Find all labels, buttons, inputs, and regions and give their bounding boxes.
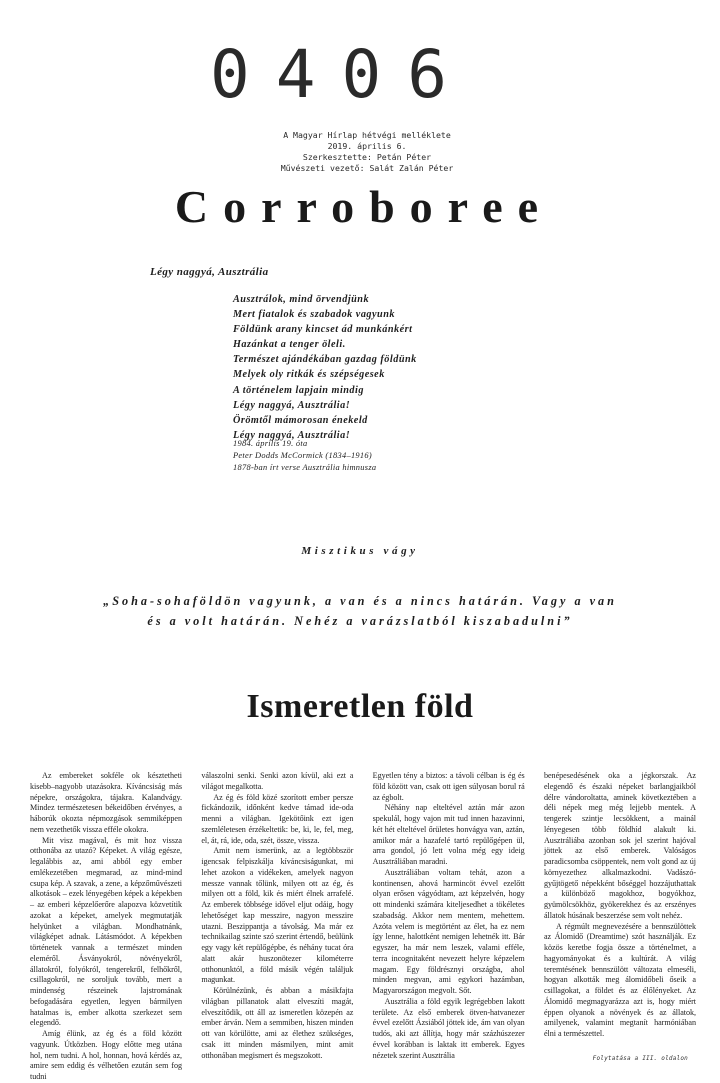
article-column-3 xyxy=(373,771,525,1083)
article-column-4 xyxy=(544,771,696,1083)
attribution-line: 1984. április 19. óta xyxy=(233,439,308,448)
paragraph: Amíg élünk, az ég és a föld között vagyunk. Útközben. Hogy előtte meg utána hol, nem tudni. A hol, honnan, hová kérdés az, amire sem eddig és vélhetően ezután sem fog tudni xyxy=(30,1029,182,1081)
pull-quote-line: „Soha-sohaföldön vagyunk, a van és a nincs határán. Vagy a van xyxy=(103,594,617,608)
paragraph: Az embereket sokféle ok késztetheti kisebb–nagyobb utazásokra. Kíváncsiság más népekre, országokra, tájakra. Kalandvágy. Mindez természetesen békeidőben érvényes, a háborúk okozta népmozgások semmiképpen nem vezethetők vissza efféle okokra. xyxy=(30,771,182,834)
verse-line: Örömtől mámorosan énekeld xyxy=(233,414,368,426)
anthem-title: Légy naggyá, Ausztrália xyxy=(150,266,269,278)
verse-line: Mert fiatalok és szabadok vagyunk xyxy=(233,309,395,321)
paragraph: Amit nem ismerünk, az a legtöbbször igencsak felpiszkálja kíváncsiságunkat, mi lehet azokon a vidékeken, amelyek nagyon messze vannak tőlünk, milyen ott az ég, és milyen ott a föld, kik és miért élnek arrafelé. Az emberek többsége idővel eljut odáig, hogy lehetőséget kap messzire, nagyon messzire utazni. Beszippantja a távolság. Ma már ez technikailag szinte szó szerint értendő, beülünk egy vagy két repülőgépbe, és néhány tucat óra alatt akár huszonötezer kilométerre otthonunktól, a föld másik végén találjuk magunkat. xyxy=(201,846,354,985)
paragraph: Ausztráliában voltam tehát, azon a kontinensen, ahová harmincöt évvel ezelőtt olyan erősen vágyódtam, azt képzelvén, hogy ott mindenki számára kiteljesedhet a tökéletes szabadság. Akkor nem mentem, mehettem. Azóta velem is megtörtént az élet, ha ez nem így lenne, halottként nemigen lehetnék itt. Bár egyszer, ha már nem leszek, valami efféle, terra incognitaként nevezett helyre képzelem magam. Egy földrésznyi országba, ahol minden megvan, ami egykori hazámban, Magyarországon megvolt. Sőt. xyxy=(372,867,525,995)
article-heading: Ismeretlen föld xyxy=(246,688,474,725)
credits-art-director: Művészeti vezető: Salát Zalán Péter xyxy=(280,163,454,173)
pull-quote xyxy=(0,591,720,631)
masthead-digit: 0 xyxy=(210,36,276,113)
article-body xyxy=(30,771,696,1083)
article-column-1 xyxy=(30,771,182,1083)
paragraph: Ausztrália a föld egyik legrégebben lakott területe. Az első emberek ötven-hatvanezer évvel ezelőtt Ázsiából jöttek ide, ám van olyan tudós, aki azt állítja, hogy már százhúszezer évvel korábban is laktak itt emberek. Egyes nézetek szerint Ausztrália xyxy=(372,996,525,1060)
verse-line: Természet ajándékában gazdag földünk xyxy=(233,354,417,366)
pull-quote-line: és a volt határán. Nehéz a varázslatból kiszabadulni” xyxy=(147,614,573,628)
paragraph: Egyetlen tény a biztos: a távoli célban is ég és föld között van, csak ott igen súlyosan borul rá az égbolt. xyxy=(372,771,525,802)
section-title: Misztikus vágy xyxy=(301,545,419,557)
paragraph: benépesedésének oka a jégkorszak. Az elegendő és északi népeket barlangjaikból délre vándoroltatta, aminek következtében a déli népek meg még lejjebb mentek. A tengerek szintje lecsökkent, a mainál lényegesen több földhíd alakult ki. Ausztráliába azonban sok jel szerint hajóval jöttek az első emberek. Valóságos paradicsomba csöppentek, nem volt gond az új környezethez alkalmazkodni. Vadászó-gyűjtögető népekként bőséggel hozzájuthattak a különböző magokhoz, bogyókhoz, gyümölcsökhöz, gyökerekhez és az erszényes állatok húsának beszerzése sem volt nehéz. xyxy=(543,771,696,920)
credits-date: 2019. április 6. xyxy=(327,141,407,151)
credits-block xyxy=(0,130,720,174)
masthead-digit: 4 xyxy=(275,36,342,113)
masthead-digit: 0 xyxy=(341,36,408,113)
page-title: Corroboree xyxy=(174,181,554,232)
attribution-line: 1878-ban írt verse Ausztrália himnusza xyxy=(233,462,377,472)
paragraph: Mit visz magával, és mit hoz vissza otthonába az utazó? Képeket. A világ egésze, legalábbis az, ami abból egy ember emlékezetében megmarad, az mind-mind csupa kép. A szavak, a zene, a képzőművészeti alkotások – ezek lényegében képek a képekben – az emberi képzelőerőre alapozva közvetítik azokat a képeket, amelyek megmutatják helyünket a világban. Mondhatnánk, világképet adnak. Látásmódot. A képekben történetek vannak a természet minden eleméről. Ásványokról, növényekről, állatokról, folyókról, tengerekről, felhőkről, csillagokról, ne soroljuk tovább, mert a mindenség részeinek lajstromának befogadására egyetlen, legyen bármilyen hatalmas is, ember alkotta szerkezet sem elegendő. xyxy=(30,835,182,1028)
paragraph: Körülnézünk, és abban a másikfajta világban pillanatok alatt elveszíti magát, elveszítődik, ott áll az ismeretlen közepén az ember árván. Nem a semmiben, hiszen minden ott van körülötte, ami az élethez szükséges, csak itt minden másmilyen, mint amit otthonában megismert és megszokott. xyxy=(201,986,354,1060)
anthem-verse xyxy=(233,292,417,443)
verse-line: Légy naggyá, Ausztrália! xyxy=(233,399,351,411)
article-column-2 xyxy=(201,771,353,1083)
verse-line: A történelem lapjain mindig xyxy=(233,384,364,396)
issue-number-masthead xyxy=(210,36,473,113)
verse-line: Hazánkat a tenger öleli. xyxy=(233,339,346,351)
anthem-attribution xyxy=(233,438,376,473)
verse-line: Légy naggyá, Ausztrália! xyxy=(233,429,351,441)
continuation-note: Folytatása a III. oldalon xyxy=(592,1054,688,1062)
paragraph: válaszolni senki. Senki azon kívül, aki ezt a világot megalkotta. xyxy=(201,771,354,791)
credits-line: A Magyar Hírlap hétvégi melléklete xyxy=(283,130,451,140)
paragraph: A régmúlt megnevezésére a bennszülöttek az Álomidő (Dreamtime) szót használják. Ez közös keretbe fogja össze a történelmet, a hagyományokat és a kultúrát. A világ teremtésének bennszülött változata elmeséli, hogyan alkották meg álomidőbeli őseik a csillagokat, a földet és az élőlényeket. Az Álomidő megmagyarázza azt is, hogy miért éppen olyanok a növények és az állatok, amilyenek, valamint megtanít harmóniában élni a természettel. xyxy=(543,921,696,1038)
paragraph: Néhány nap elteltével aztán már azon spekulál, hogy vajon mit tud innen hazavinni, két hét elteltével őrületes honvágya van, aztán, amikor már a hazafelé tartó repülőgépen ül, arra gondol, jó lett volna még egy ideig Ausztráliában maradni. xyxy=(372,803,525,866)
masthead-digit: 6 xyxy=(407,36,473,113)
paragraph: Az ég és föld közé szorított ember persze fickándozik, időnként kedve támad ide-oda menni a világban. Igekötőink ezt igen szemléletesen érzékeltetik: be, ki, le, fel, meg, el, át, rá, ide, oda, szét, össze, vissza. xyxy=(201,792,354,845)
credits-editor: Szerkesztette: Petán Péter xyxy=(302,152,432,162)
verse-line: Ausztrálok, mind örvendjünk xyxy=(233,294,370,305)
attribution-line: Peter Dodds McCormick (1834–1916) xyxy=(233,450,372,460)
verse-line: Melyek oly ritkák és szépségesek xyxy=(233,369,385,381)
verse-line: Földünk arany kincset ád munkánkért xyxy=(233,324,413,336)
